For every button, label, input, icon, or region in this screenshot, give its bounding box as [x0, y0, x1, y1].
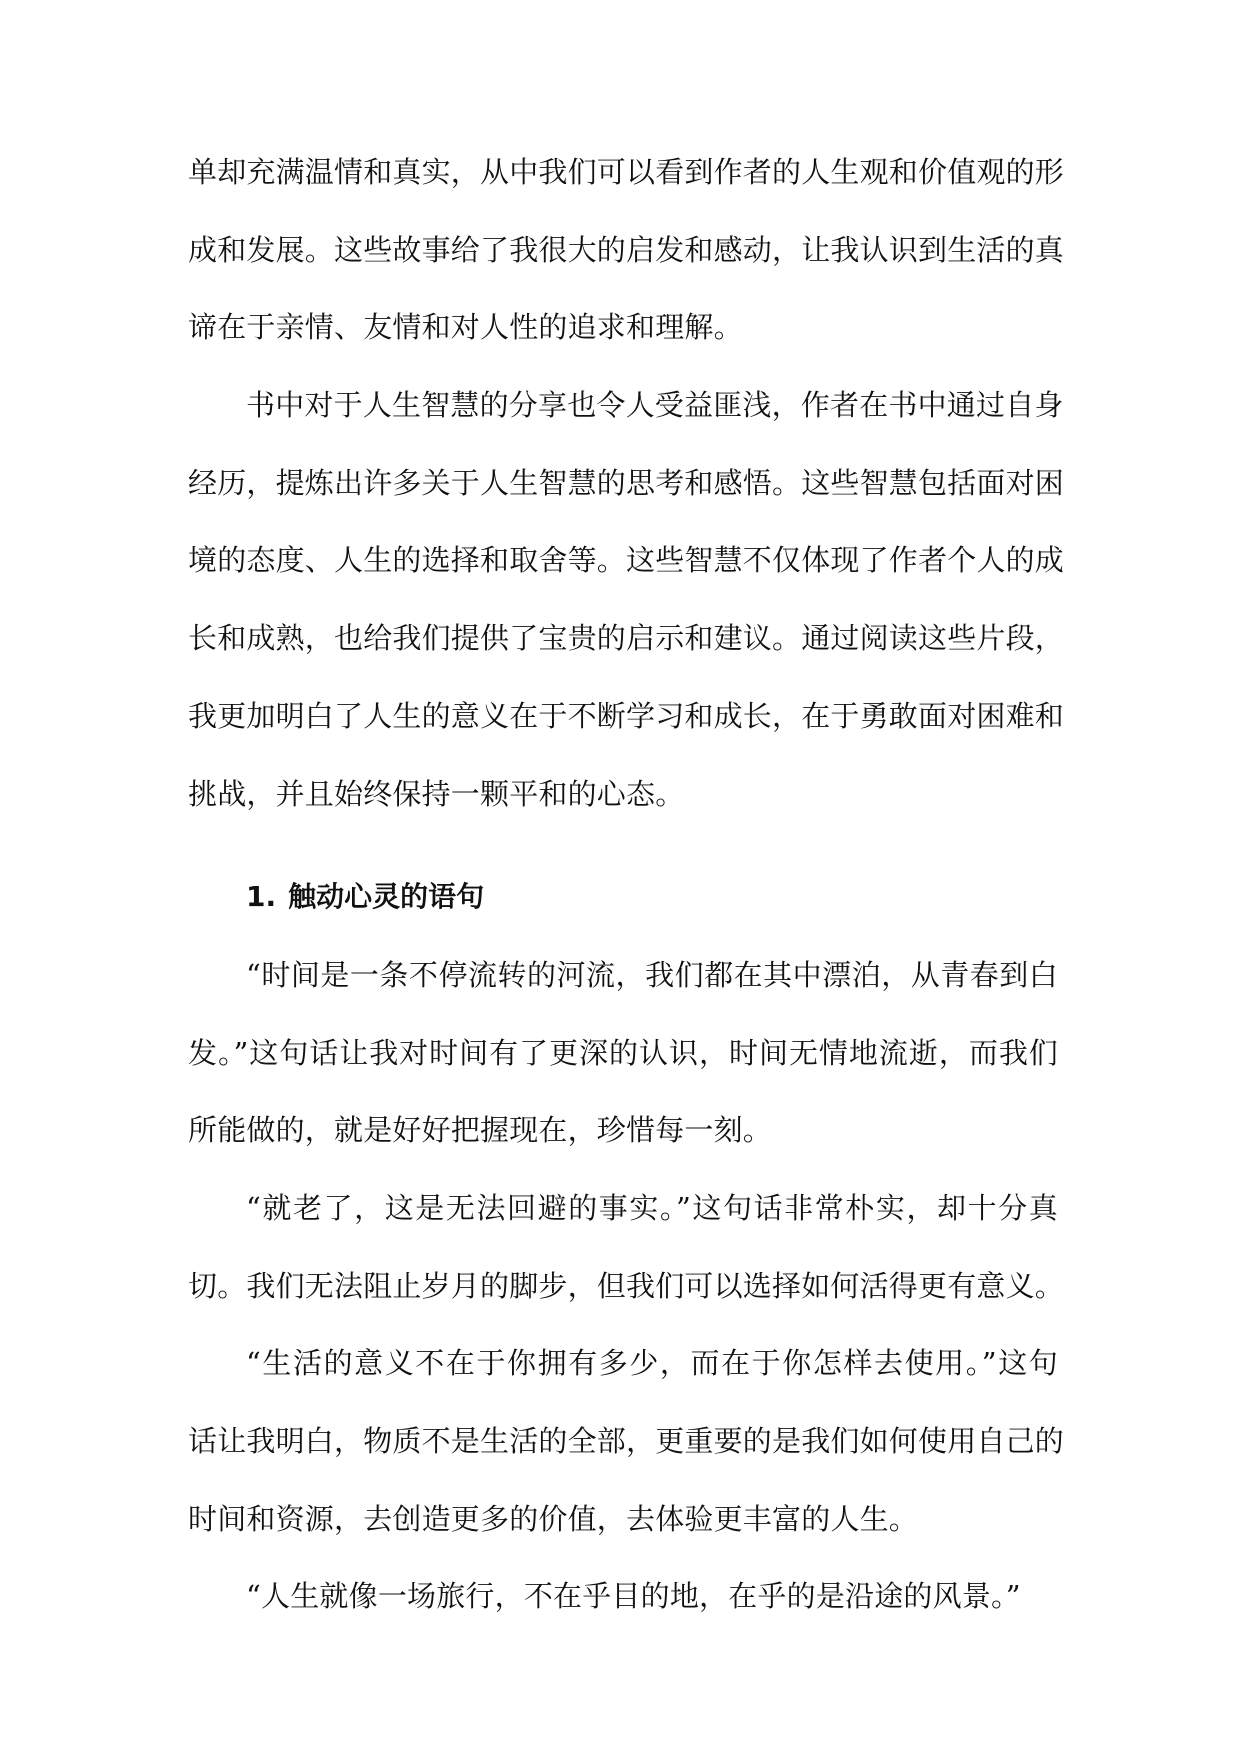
paragraph — [188, 373, 1065, 839]
section-heading — [188, 865, 1058, 943]
quote-paragraph — [188, 1564, 1058, 1642]
text-line: 我更加明白了人生的意义在于不断学习和成长，在于勇敢面对困难和 — [188, 698, 1065, 733]
quote-paragraph — [188, 943, 1058, 1176]
text-line: 成和发展。这些故事给了我很大的启发和感动，让我认识到生活的真 — [188, 232, 1065, 267]
quote-paragraph — [188, 1331, 1065, 1564]
quote-paragraph — [188, 1176, 1065, 1331]
text-line: 所能做的，就是好好把握现在，珍惜每一刻。 — [188, 1113, 773, 1148]
text-line: 单却充满温情和真实，从中我们可以看到作者的人生观和价值观的形 — [188, 155, 1065, 189]
paragraph — [188, 140, 1065, 373]
text-line: 时间和资源，去创造更多的价值，去体验更丰富的人生。 — [188, 1501, 919, 1536]
document-body — [188, 140, 1065, 1642]
text-line: 境的态度、人生的选择和取舍等。这些智慧不仅体现了作者个人的成 — [188, 543, 1065, 578]
text-line: 长和成熟，也给我们提供了宝贵的启示和建议。通过阅读这些片段， — [188, 621, 1065, 656]
text-line: 书中对于人生智慧的分享也令人受益匪浅，作者在书中通过自身 — [246, 388, 1064, 423]
section-spacer — [188, 839, 1058, 865]
text-line: “生活的意义不在于你拥有多少，而在于你怎样去使用。”这句 — [246, 1346, 1058, 1381]
text-line: 谛在于亲情、友情和对人性的追求和理解。 — [188, 310, 743, 345]
text-line: 发。”这句话让我对时间有了更深的认识，时间无情地流逝，而我们 — [188, 1035, 1058, 1070]
text-line: “人生就像一场旅行，不在乎目的地，在乎的是沿途的风景。” — [246, 1579, 1021, 1614]
section-title: 触动心灵的语句 — [288, 880, 485, 914]
text-line: 话让我明白，物质不是生活的全部，更重要的是我们如何使用自己的 — [188, 1424, 1065, 1458]
text-line: “时间是一条不停流转的河流，我们都在其中漂泊，从青春到白 — [246, 957, 1058, 992]
text-line: 挑战，并且始终保持一颗平和的心态。 — [188, 776, 685, 811]
text-line: “就老了，这是无法回避的事实。”这句话非常朴实，却十分真 — [246, 1190, 1058, 1225]
text-line: 切。我们无法阻止岁月的脚步，但我们可以选择如何活得更有意义。 — [188, 1268, 1065, 1303]
section-number: 1. — [246, 880, 277, 914]
text-line: 经历，提炼出许多关于人生智慧的思考和感悟。这些智慧包括面对困 — [188, 465, 1065, 500]
